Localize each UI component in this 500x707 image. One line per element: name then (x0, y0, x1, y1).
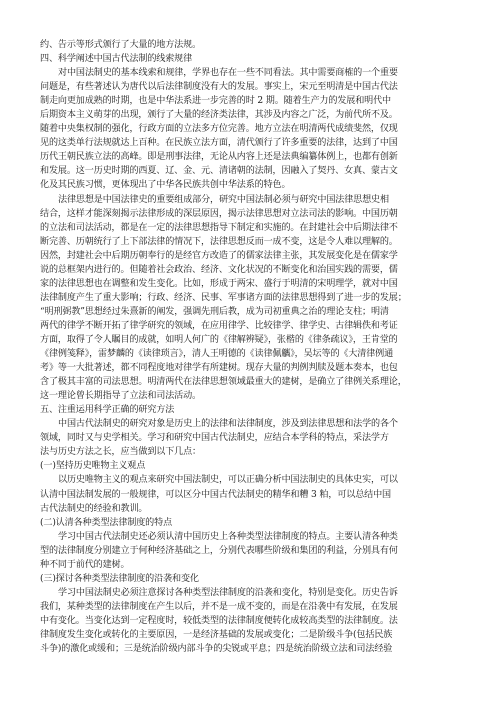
text-line: 我们，某种类型的法律制度在产生以后，并不是一成不变的，而是在沿袭中有发展，在发展 (40, 601, 398, 612)
text-line: 法律思想是中国法律史的重要组成部分，研究中国法制必须与研究中国法律思想史相 (58, 194, 389, 205)
text-line: 以历史唯物主义的观点来研究中国法制史，可以正确分析中国法制史的具体史实，可以 (58, 475, 398, 486)
text-line: 因然，封建社会中后期历朝奉行的是经官方改造了的儒家法律主张，其发展变化是在儒家学 (40, 250, 398, 261)
text-line: 型的法律制度分别建立于何种经济基础之上，分别代表哪些阶级和集团的利益，分别具有何 (40, 545, 398, 556)
text-line: (二)认清各种类型法律制度的特点 (40, 517, 173, 528)
text-line: 认清中国法制发展的一般规律，可以区分中国古代法制史的精华和糟 3 粕，可以总结中国 (40, 489, 391, 500)
text-line: 历代王朝民族立法的高峰。即是刑事法律，无论从内容上还是法典编纂体例上，也都有创新 (40, 152, 398, 163)
text-line: 对中国法制史的基本线索和规律，学界也存在一些不同看法。其中需要商榷的一个重要 (58, 68, 398, 79)
text-line: 见的这类单行法规就达上百种。在民族立法方面，清代颁行了许多重要的法律，达到了中国 (40, 138, 398, 149)
text-line: 法律制度产生了重大影响；行政、经济、民事、军事诸方面的法律思想得到了进一步的发展； (40, 292, 407, 303)
text-line: 法与历史方法之长，应当做到以下几点： (40, 447, 201, 458)
text-line: (三)探讨各种类型法律制度的沿袭和变化 (40, 573, 199, 584)
text-line: 《律例笺释》，雷梦麟的《读律琐言》，清人王明德的《读律佩觿》，吴坛等的《大清律例通 (40, 349, 394, 360)
text-line: 这一理论曾长期指导了立法和司法活动。 (40, 391, 201, 402)
text-line: 断完善、历朝统行了上下部法律的情况下，法律思想反而一成不变，这是令人难以理解的。 (40, 236, 398, 247)
text-line: 律制度发生变化或转化的主要原因，一是经济基础的发展或变化；二是阶级斗争(包括民族 (40, 629, 393, 640)
text-line: 古代法制史的经验和教训。 (40, 503, 148, 514)
text-line: 两代的律学不断开拓了律学研究的领域，在应用律学、比较律学、律学史、古律辑佚和考证 (40, 320, 398, 331)
text-line: 的立法和司法活动，都是在一定的法律思想指导下制定和实施的。在封建社会中后期法律不 (40, 222, 398, 233)
text-line: 斗争)的激化或缓和；三是统治阶级内部斗争的尖锐或平息；四是统治阶级立法和司法经验 (40, 644, 393, 655)
text-line: (一)坚持历史唯物主义观点 (40, 461, 146, 472)
text-line: 含了极其丰富的司法思想。明清两代在法律思想领域最重大的建树，是确立了律例关系理论， (40, 377, 407, 388)
text-line: 后期资本主义萌芽的出现，颁行了大量的经济类法律，其涉及内容之广泛，为前代所不及。 (40, 110, 398, 121)
text-line: 五、注重运用科学正确的研究方法 (40, 405, 175, 416)
text-line: 制走向更加成熟的时期，也是中华法系进一步完善的时 2 期。随着生产力的发展和明代中 (40, 96, 391, 107)
text-line: 化及其民族习惯，更体现出了中华各民族共创中华法系的特色。 (40, 180, 291, 191)
text-line: 结合，这样才能深刻揭示法律形成的深层原因，揭示法律思想对立法司法的影响。中国历朝 (40, 208, 398, 219)
document-text (40, 38, 460, 656)
text-line: 种不同于前代的建树。 (40, 559, 130, 570)
text-line: 随着中央集权制的强化，行政方面的立法多方位完善。地方立法在明清两代成绩斐然，仅现 (40, 124, 398, 135)
text-line: 说的总框架内进行的。但随着社会政治、经济、文化状况的不断变化和治国实践的需要，儒 (40, 264, 398, 275)
text-line: 学习中国古代法制史还必须认清中国历史上各种类型法律制度的特点。主要认清各种类 (58, 531, 398, 542)
text-line: 家的法律思想也在调整和发生变化。比如，形成于两宋、盛行于明清的宋明理学，就对中国 (40, 278, 398, 289)
text-line: 领域，同时又与史学相关。学习和研究中国古代法制史，应结合本学科的特点，采法学方 (40, 433, 389, 444)
text-line: 中有变化。当变化达到一定程度时，较低类型的法律制度便转化成较高类型的法律制度。法 (40, 615, 398, 626)
text-line: 中国古代法制史的研究对象是历史上的法律和法律制度，涉及到法律思想和法学的各个 (58, 419, 398, 430)
text-line: 和发展。这一历史时期的西夏、辽、金、元、清诸朝的法制，因融入了契丹、女真、蒙古文 (40, 166, 398, 177)
text-line: 考》等一大批著述，都不同程度地对律学有所建树。现存大量的判例判牍及题本奏本，也包 (40, 363, 398, 374)
text-line: 学习中国法制史必须注意探讨各种类型法律制度的沿袭和变化，特别是变化。历史告诉 (58, 587, 398, 598)
text-line: 四、科学阐述中国古代法制的线索规律 (40, 54, 193, 65)
text-line: “明刑弼教”思想经过朱熹新的阐发，强调先刑后教，成为司初重典之治的理论支柱；明清 (40, 306, 389, 317)
text-line: 约、告示等形式颁行了大量的地方法规。 (40, 40, 201, 50)
text-line: 方面，取得了令人瞩目的成就，如明人何广的《律解辨疑》，张楷的《律条疏议》，王肯堂的 (40, 334, 398, 345)
text-line: 问题是，有些著述认为唐代以后法律制度没有大的发展。事实上，宋元至明清是中国古代法 (40, 82, 398, 93)
